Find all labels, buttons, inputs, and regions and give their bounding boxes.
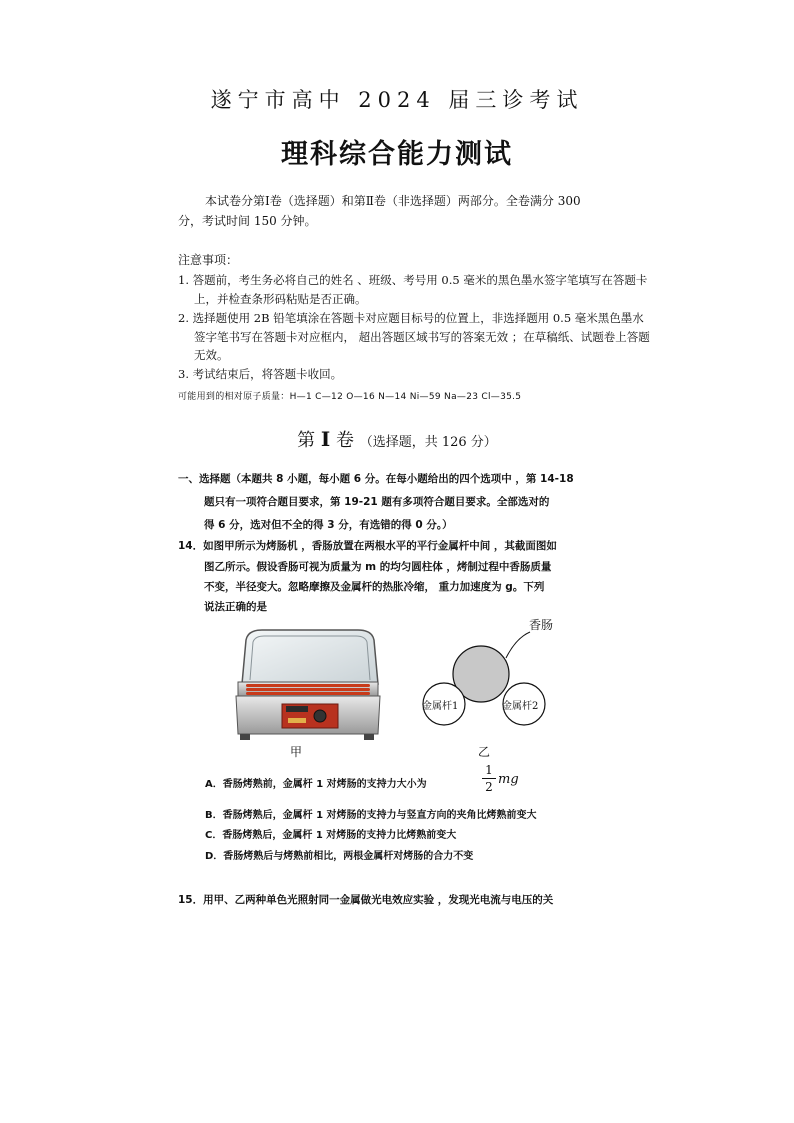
instructions-line-2: 题只有一项符合题目要求，第 19-21 题有多项符合题目要求。全部选对的 [204,496,550,508]
figure-a-label: 甲 [290,745,303,759]
notice-item-3: 3. 考试结束后，将答题卡收回。 [178,367,343,381]
option-a-fraction [482,763,496,794]
q14-line-1: 14．如图甲所示为烤肠机 ，香肠放置在两根水平的平行金属杆中间 ，其截面图如 [178,540,557,552]
option-c: C．香肠烤熟后，金属杆 1 对烤肠的支持力比烤熟前变大 [205,830,457,841]
fraction-denominator: 2 [485,780,493,794]
q15-line-1: 15．用甲、乙两种单色光照射同一金属做光电效应实验 ，发现光电流与电压的关 [178,894,554,906]
sausage-leader-line [506,632,530,658]
notice-item-2-line-2: 签字笔书写在答题卡对应框内， 超出答题区域书写的答案无效 ；在草稿纸、试题卷上答题 [194,330,650,344]
atomic-masses: 可能用到的相对原子质量：H—1 C—12 O—16 N—14 Ni—59 Na—23 Cl—35.5 [178,392,522,402]
q14-line-4: 说法正确的是 [204,601,267,613]
intro-line-1: 本试卷分第Ⅰ卷（选择题）和第Ⅱ卷（非选择题）两部分。全卷满分 300 [205,194,581,208]
q14-line-2: 图乙所示。假设香肠可视为质量为 m 的均匀圆柱体 ，烤制过程中香肠质量 [204,561,552,573]
option-d: D．香肠烤熟后与烤熟前相比，两根金属杆对烤肠的合力不变 [205,851,474,862]
rod-1-label: 金属杆1 [422,701,459,712]
notice-item-2-line-1: 2. 选择题使用 2B 铅笔填涂在答题卡对应题目标号的位置上，非选择题用 0.5 毫米黑色墨水 [178,311,644,325]
exam-title: 遂宁市高中 2024 届三诊考试 [210,88,584,112]
rod-2-label: 金属杆2 [502,701,539,712]
q14-line-3: 不变，半径变大。忽略摩擦及金属杆的热胀冷缩， 重力加速度为 g。下列 [204,581,545,593]
option-a: A．香肠烤熟前，金属杆 1 对烤肠的支持力大小为 [205,779,427,790]
sausage-label: 香肠 [529,618,554,632]
intro-line-2: 分，考试时间 150 分钟。 [178,214,317,228]
instructions-line-3: 得 6 分，选对但不全的得 3 分，有选错的得 0 分。） [204,519,453,531]
subject-title: 理科综合能力测试 [281,139,513,170]
section-numeral: Ⅰ [320,427,331,451]
sausage-roller-figure [232,626,382,744]
fraction-numerator: 1 [485,763,493,777]
section-subtitle: （选择题，共 126 分） [359,435,497,450]
section-prefix: 第 [297,430,316,451]
notice-item-1-line-1: 1. 答题前，考生务必将自己的姓名 、班级、考号用 0.5 毫米的黑色墨水签字笔填写在答题卡 [178,273,648,287]
section-1-title [0,426,794,452]
notice-item-1-line-2: 上，并检查条形码粘贴是否正确。 [194,292,367,306]
option-b: B．香肠烤熟后，金属杆 1 对烤肠的支持力与竖直方向的夹角比烤熟前变大 [205,810,537,821]
fraction-bar [482,778,496,779]
notice-heading: 注意事项： [178,253,239,267]
section-suffix: 卷 [336,430,354,451]
instructions-line-1: 一、选择题（本题共 8 小题，每小题 6 分。在每小题给出的四个选项中 ，第 14-18 [178,473,574,485]
figure-b-label: 乙 [478,745,491,759]
notice-item-2-line-3: 无效。 [194,348,229,362]
option-a-mg: mg [498,772,519,787]
